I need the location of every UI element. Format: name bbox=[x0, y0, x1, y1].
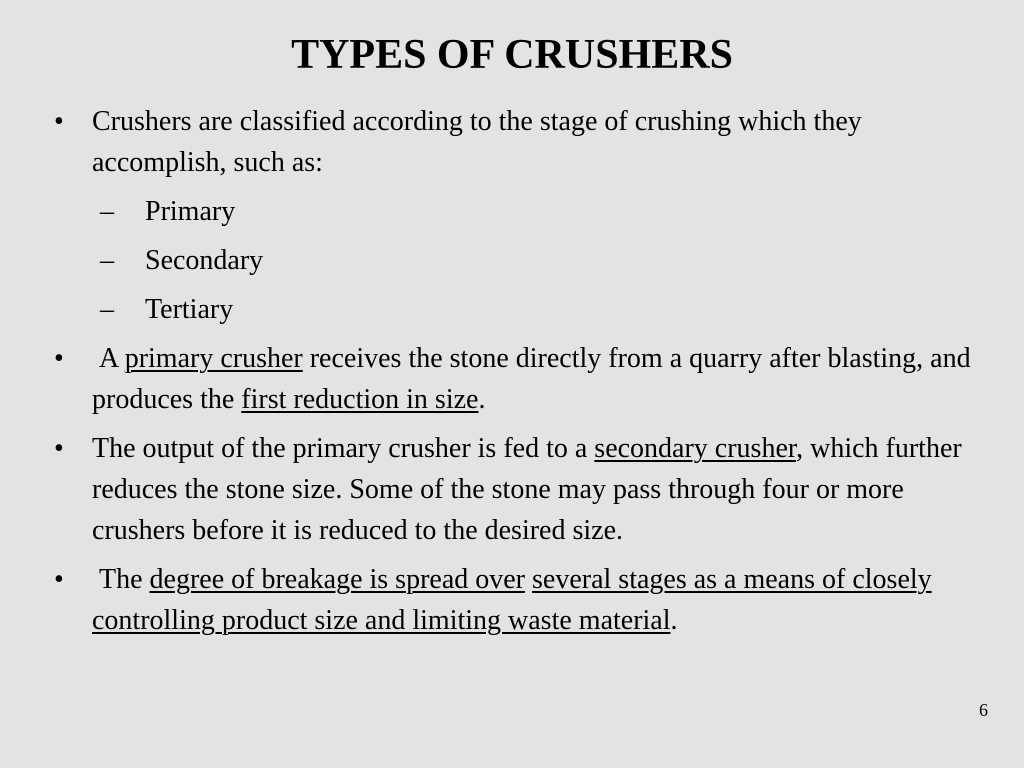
underlined-term-primary-crusher: primary crusher bbox=[124, 343, 303, 374]
underlined-term-first-reduction: first reduction in size bbox=[241, 384, 479, 415]
bullet-list bbox=[54, 101, 978, 649]
dash-icon: – bbox=[100, 196, 114, 227]
underlined-term-degree-of-breakage: degree of breakage is spread over bbox=[149, 564, 526, 595]
bullet-dot-icon: • bbox=[54, 564, 64, 595]
crusher-stage-list bbox=[92, 191, 974, 330]
sub-item-primary bbox=[100, 191, 974, 232]
bullet-dot-icon: • bbox=[54, 343, 64, 374]
sub-item-tertiary bbox=[100, 289, 974, 330]
sub-item-label: Secondary bbox=[145, 245, 264, 276]
bullet-text-end: , which further reduces the stone size. Some of the stone may pass through four or more crushers before it is reduced to the desired size. bbox=[92, 433, 962, 546]
sub-item-label: Primary bbox=[145, 196, 236, 227]
bullet-text-space bbox=[525, 564, 532, 595]
underlined-term-several-stages: several stages as a means of closely controlling product size and limiting waste material bbox=[92, 564, 932, 636]
bullet-dot-icon: • bbox=[54, 106, 64, 137]
sub-item-secondary bbox=[100, 240, 974, 281]
bullet-dot-icon: • bbox=[54, 433, 64, 464]
bullet-text-mid: receives the stone directly from a quarry after blasting, and produces the bbox=[92, 343, 978, 415]
dash-icon: – bbox=[100, 245, 114, 276]
bullet-primary-crusher bbox=[54, 338, 978, 420]
dash-icon: – bbox=[100, 294, 114, 325]
sub-item-label: Tertiary bbox=[145, 294, 234, 325]
bullet-text: Crushers are classified according to the stage of crushing which they accomplish, such as: bbox=[92, 106, 862, 178]
bullet-degree-of-breakage bbox=[54, 559, 974, 641]
bullet-text-lead: The bbox=[92, 564, 150, 595]
bullet-secondary-crusher bbox=[54, 428, 974, 551]
bullet-classification bbox=[54, 101, 974, 330]
page-number: 6 bbox=[979, 700, 988, 720]
bullet-text-end: . bbox=[670, 605, 678, 636]
underlined-term-secondary-crusher: secondary crusher bbox=[594, 433, 797, 464]
bullet-text-lead: The output of the primary crusher is fed to a bbox=[92, 433, 595, 464]
bullet-text-end: . bbox=[478, 384, 486, 415]
bullet-text-lead: A bbox=[92, 343, 125, 374]
slide-title: TYPES OF CRUSHERS bbox=[291, 32, 733, 78]
